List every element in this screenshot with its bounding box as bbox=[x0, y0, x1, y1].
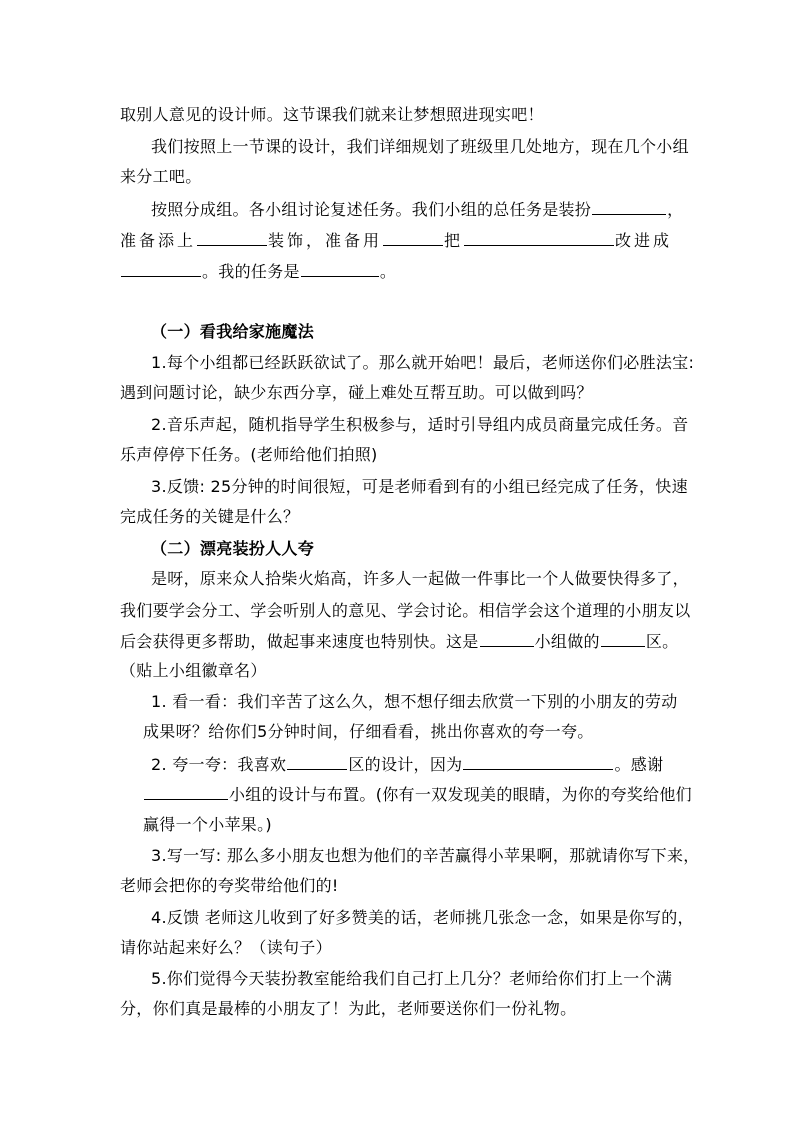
s2-p1-text4: （贴上小组徽章名） bbox=[120, 661, 267, 680]
task-text-b1: 准备添上 bbox=[120, 231, 197, 250]
intro-text-3: 来分工吧。 bbox=[120, 167, 202, 186]
blank-area-name bbox=[601, 631, 645, 647]
task-text-b4: 改进成 bbox=[615, 231, 673, 250]
s2-p1-line4 bbox=[120, 661, 267, 681]
s1-p1-text1: 1.每个小组都已经跃跃欲试了。那么就开始吧！最后，老师送你们必胜法宝: bbox=[151, 353, 695, 372]
task-text-c2: 。 bbox=[379, 262, 397, 281]
task-text-c1: 。我的任务是 bbox=[202, 262, 300, 281]
s1-p2-line1 bbox=[151, 415, 688, 435]
s2-p1-text3b: 小组做的 bbox=[534, 632, 600, 651]
s2-p5-text1: 5.你们觉得今天装扮教室能给我们自己打上几分？老师给你们打上一个满 bbox=[151, 969, 673, 988]
s1-p2-line2 bbox=[120, 445, 378, 465]
s2-i2-text-a: 2. 夸一夸：我喜欢 bbox=[151, 755, 287, 774]
s1-p3-text1: 3.反馈: 25分钟的时间很短，可是老师看到有的小组已经完成了任务，快速 bbox=[151, 477, 688, 496]
task-text-a: 按照分成组。各小组讨论复述任务。我们小组的总任务是装扮 bbox=[151, 200, 592, 219]
s2-p5-line2 bbox=[120, 999, 576, 1019]
s2-i2-line2 bbox=[143, 784, 692, 805]
blank-material bbox=[383, 230, 443, 246]
blank-thanked-group bbox=[144, 784, 228, 800]
task-line-2 bbox=[120, 230, 672, 251]
task-text-a-end: ， bbox=[667, 200, 684, 219]
s1-p1-line1 bbox=[151, 353, 694, 373]
s2-p4-line1 bbox=[151, 908, 694, 928]
s1-p3-line1 bbox=[151, 477, 688, 497]
blank-liked-area bbox=[287, 754, 347, 770]
s2-p1-text1: 是呀，原来众人拾柴火焰高，许多人一起做一件事比一个人做要快得多了， bbox=[151, 569, 689, 588]
blank-decoration bbox=[197, 230, 267, 246]
intro-line-2 bbox=[151, 137, 689, 157]
s2-i2-text-c: 。感谢 bbox=[614, 755, 664, 774]
s2-p1-text3a: 后会获得更多帮助，做起事来速度也特别快。这是 bbox=[120, 632, 479, 651]
s2-p5-text2: 分，你们真是最棒的小朋友了！为此，老师要送你们一份礼物。 bbox=[120, 999, 577, 1018]
section1-heading-text: （一）看我给家施魔法 bbox=[151, 322, 315, 341]
s2-p1-line2 bbox=[120, 601, 691, 621]
s2-p3-text1: 3.写一写: 那么多小朋友也想为他们的辛苦赢得小苹果啊，那就请你写下来， bbox=[151, 846, 700, 865]
s1-p1-text2: 遇到问题讨论，缺少东西分享，碰上难处互帮互助。可以做到吗？ bbox=[120, 383, 593, 402]
task-line-3 bbox=[120, 261, 396, 282]
s2-p1-text2: 我们要学会分工、学会听别人的意见、学会讨论。相信学会这个道理的小朋友以 bbox=[120, 601, 691, 620]
s2-p4-text1: 4.反馈 老师这儿收到了好多赞美的话，老师挑几张念一念，如果是你写的， bbox=[151, 908, 694, 927]
section2-heading-text: （二）漂亮装扮人人夸 bbox=[151, 539, 315, 558]
section1-heading bbox=[151, 322, 314, 342]
task-text-b2: 装饰，准备用 bbox=[268, 231, 383, 250]
blank-reason bbox=[463, 754, 613, 770]
s2-p3-text2: 老师会把你的夸奖带给他们的! bbox=[120, 876, 339, 895]
s2-p1-text3c: 区。 bbox=[645, 632, 679, 651]
s2-i1-text1: 1. 看一看：我们辛苦了这么久，想不想仔细去欣赏一下别的小朋友的劳动 bbox=[151, 692, 678, 711]
s2-p4-text2: 请你站起来好么？（读句子） bbox=[120, 938, 332, 957]
section2-heading bbox=[151, 539, 314, 559]
blank-object bbox=[464, 230, 614, 246]
intro-line-1 bbox=[120, 105, 544, 125]
s2-i2-line1 bbox=[151, 754, 663, 775]
intro-text-2: 我们按照上一节课的设计，我们详细规划了班级里几处地方，现在几个小组 bbox=[151, 137, 689, 156]
blank-result bbox=[121, 261, 201, 277]
intro-text-1: 取别人意见的设计师。这节课我们就来让梦想照进现实吧！ bbox=[120, 105, 544, 124]
blank-total-task bbox=[592, 199, 666, 215]
s2-p3-line2 bbox=[120, 876, 339, 896]
s2-i2-text-b: 区的设计，因为 bbox=[348, 755, 463, 774]
s2-i2-line3 bbox=[143, 815, 272, 835]
task-line-1 bbox=[151, 199, 683, 220]
blank-group-name bbox=[480, 631, 534, 647]
s2-i1-line1 bbox=[151, 692, 678, 712]
blank-my-task bbox=[301, 261, 379, 277]
s2-i1-line2 bbox=[143, 722, 594, 742]
task-text-b3: 把 bbox=[444, 231, 464, 250]
s2-i2-text3: 赢得一个小苹果。) bbox=[143, 815, 272, 834]
s2-p3-line1 bbox=[151, 846, 700, 866]
s2-p4-line2 bbox=[120, 938, 332, 958]
s2-i2-text2: 小组的设计与布置。(你有一双发现美的眼睛，为你的夸奖给他们 bbox=[229, 785, 692, 804]
s2-p5-line1 bbox=[151, 969, 672, 989]
s1-p2-text2: 乐声停停下任务。(老师给他们拍照) bbox=[120, 445, 378, 464]
s1-p3-line2 bbox=[120, 507, 299, 527]
s1-p1-line2 bbox=[120, 383, 593, 403]
s1-p2-text1: 2.音乐声起，随机指导学生积极参与，适时引导组内成员商量完成任务。音 bbox=[151, 415, 689, 434]
s2-p1-line1 bbox=[151, 569, 689, 589]
s1-p3-text2: 完成任务的关键是什么？ bbox=[120, 507, 300, 526]
intro-line-3 bbox=[120, 167, 202, 187]
s2-i1-text2: 成果呀？给你们5分钟时间，仔细看看，挑出你喜欢的夸一夸。 bbox=[143, 722, 594, 741]
s2-p1-line3 bbox=[120, 631, 678, 652]
